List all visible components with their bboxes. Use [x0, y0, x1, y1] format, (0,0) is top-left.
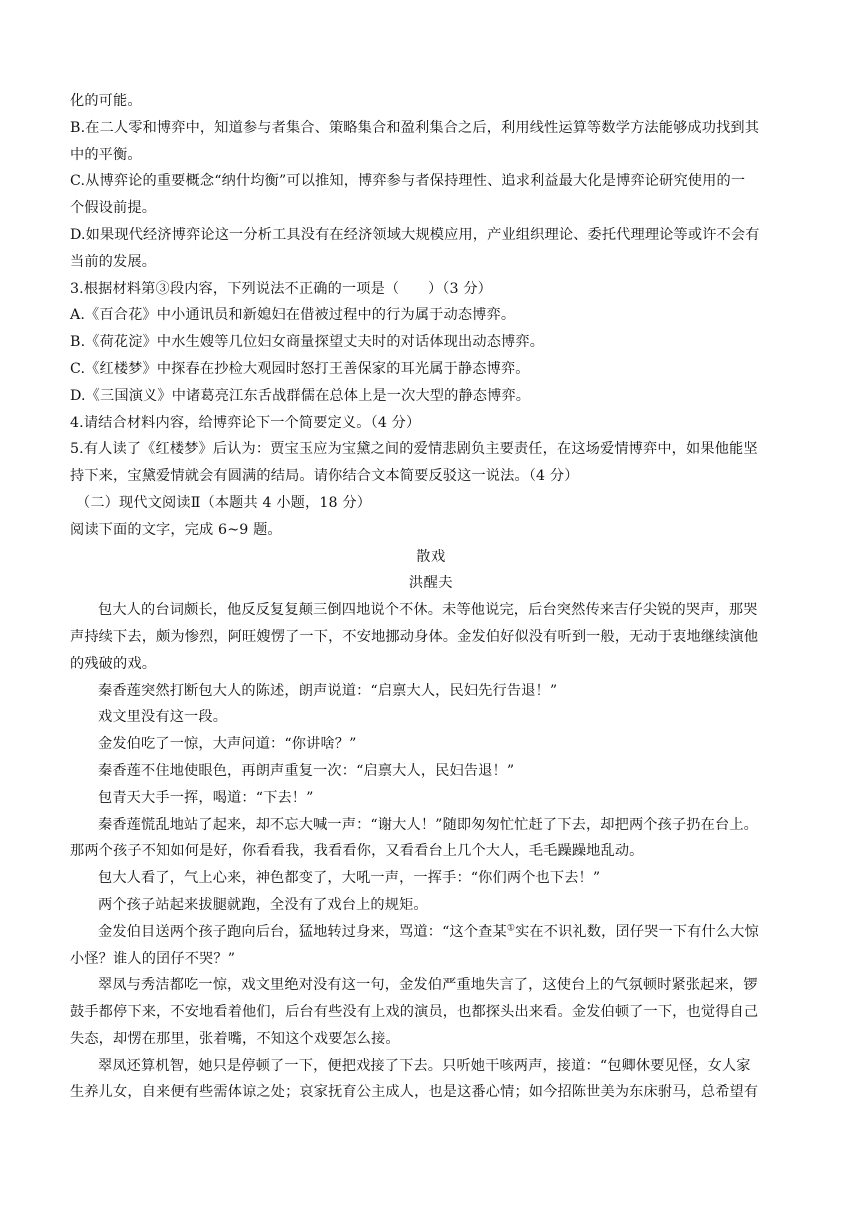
- story-paragraph: 包青天大手一挥，喝道：“下去！”: [98, 789, 314, 806]
- story-paragraph-line: 那两个孩子不知如何是好，你看看我，我看看你，又看看台上几个大人，毛毛躁躁地乱动。: [70, 843, 644, 860]
- story-paragraph: 戏文里没有这一段。: [98, 709, 228, 726]
- story-paragraph: 秦香莲不住地使眼色，再朗声重复一次：“启禀大人，民妇告退！”: [98, 762, 515, 779]
- question-3: 3.根据材料第③段内容，下列说法不正确的一项是（ ）（3 分）: [70, 280, 493, 297]
- question-3-option-d: D.《三国演义》中诸葛亮江东舌战群儒在总体上是一次大型的静态博弈。: [70, 387, 531, 404]
- story-text: 金发伯目送两个孩子跑向后台，猛地转过身来，骂道：“这个查某: [98, 923, 507, 940]
- story-paragraph: 两个孩子站起来拔腿就跑，全没有了戏台上的规矩。: [98, 896, 428, 913]
- story-paragraph: 金发伯吃了一惊，大声问道：“你讲啥？”: [98, 736, 357, 753]
- question-3-option-c: C.《红楼梦》中探春在抄检大观园时怒打王善保家的耳光属于静态博弈。: [70, 360, 530, 377]
- story-paragraph-line: 的残破的戏。: [70, 655, 157, 672]
- question-5: 持下来，宝黛爱情就会有圆满的结局。请你结合文本简要反驳这一说法。（4 分）: [70, 468, 579, 485]
- story-paragraph-line: 生养儿女，自来便有些需体谅之处；哀家抚育公主成人，也是这番心情；如今招陈世美为东床驸马，总希望有: [70, 1084, 759, 1101]
- question-5: 5.有人读了《红楼梦》后认为：贾宝玉应为宝黛之间的爱情悲剧负主要责任，在这场爱情博弈中，如果他能坚: [70, 441, 758, 458]
- story-paragraph: 秦香莲突然打断包大人的陈述，朗声说道：“启禀大人，民妇先行告退！”: [98, 682, 558, 699]
- story-text: 实在不识礼数，囝仔哭一下有什么大惊: [515, 923, 759, 940]
- story-author: 洪醒夫: [408, 575, 454, 592]
- story-body: [70, 597, 792, 1106]
- reading-instruction: 阅读下面的文字，完成 6~9 题。: [70, 521, 282, 538]
- story-paragraph-line: 失态，却愣在那里，张着嘴，不知这个戏要怎么接。: [70, 1030, 400, 1047]
- option-b-line: B.在二人零和博弈中，知道参与者集合、策略集合和盈利集合之后，利用线性运算等数学方法能够成功找到其: [70, 119, 760, 136]
- story-paragraph-line: 鼓手都停下来，不安地看着他们，后台有些没有上戏的演员，也都探头出来看。金发伯顿了一下，也觉得自己: [70, 1004, 759, 1021]
- exam-page: [70, 88, 792, 1106]
- story-paragraph-line: 声持续下去，颇为惨烈，阿旺嫂愣了一下，不安地挪动身体。金发伯好似没有听到一般，无动于衷地继续演他: [70, 628, 759, 645]
- footnote-mark: ①: [506, 922, 516, 933]
- story-paragraph: 包大人的台词颇长，他反反复复颠三倒四地说个不休。未等他说完，后台突然传来吉仔尖锐的哭声，那哭: [98, 602, 758, 619]
- option-b-line: 中的平衡。: [70, 146, 142, 163]
- option-d-line: 当前的发展。: [70, 253, 157, 270]
- story-paragraph: 翠凤还算机智，她只是停顿了一下，便把戏接了下去。只听她干咳两声，接道：“包卿休要见怪，女人家: [98, 1057, 751, 1074]
- question-3-option-a: A.《百合花》中小通讯员和新媳妇在借被过程中的行为属于动态博弈。: [70, 307, 516, 324]
- story-title: 散戏: [416, 548, 446, 565]
- section-heading: （二）现代文阅读Ⅱ（本题共 4 小题，18 分）: [76, 494, 372, 511]
- option-c-line: 个假设前提。: [70, 200, 157, 217]
- option-c-line: C.从博弈论的重要概念“纳什均衡”可以推知，博弈参与者保持理性、追求利益最大化是博弈论研究使用的一: [70, 173, 746, 190]
- story-paragraph: 包大人看了，气上心来，神色都变了，大吼一声，一挥手：“你们两个也下去！”: [98, 870, 601, 887]
- story-paragraph-line: 小怪？谁人的囝仔不哭？”: [70, 950, 236, 967]
- story-paragraph: 翠凤与秀洁都吃一惊，戏文里绝对没有这一句，金发伯严重地失言了，这使台上的气氛顿时紧张起来，锣: [98, 977, 758, 994]
- story-paragraph: [70, 919, 792, 946]
- story-paragraph: 秦香莲慌乱地站了起来，却不忘大喊一声：“谢大人！”随即匆匆忙忙赶了下去，却把两个孩子扔在台上。: [98, 816, 758, 833]
- question-3-option-b: B.《荷花淀》中水生嫂等几位妇女商量探望丈夫时的对话体现出动态博弈。: [70, 334, 545, 351]
- question-4: 4.请结合材料内容，给博弈论下一个简要定义。（4 分）: [70, 414, 421, 431]
- text-line: 化的可能。: [70, 93, 142, 109]
- option-d-line: D.如果现代经济博弈论这一分析工具没有在经济领域大规模应用，产业组织理论、委托代理理论等或许不会有: [70, 226, 760, 243]
